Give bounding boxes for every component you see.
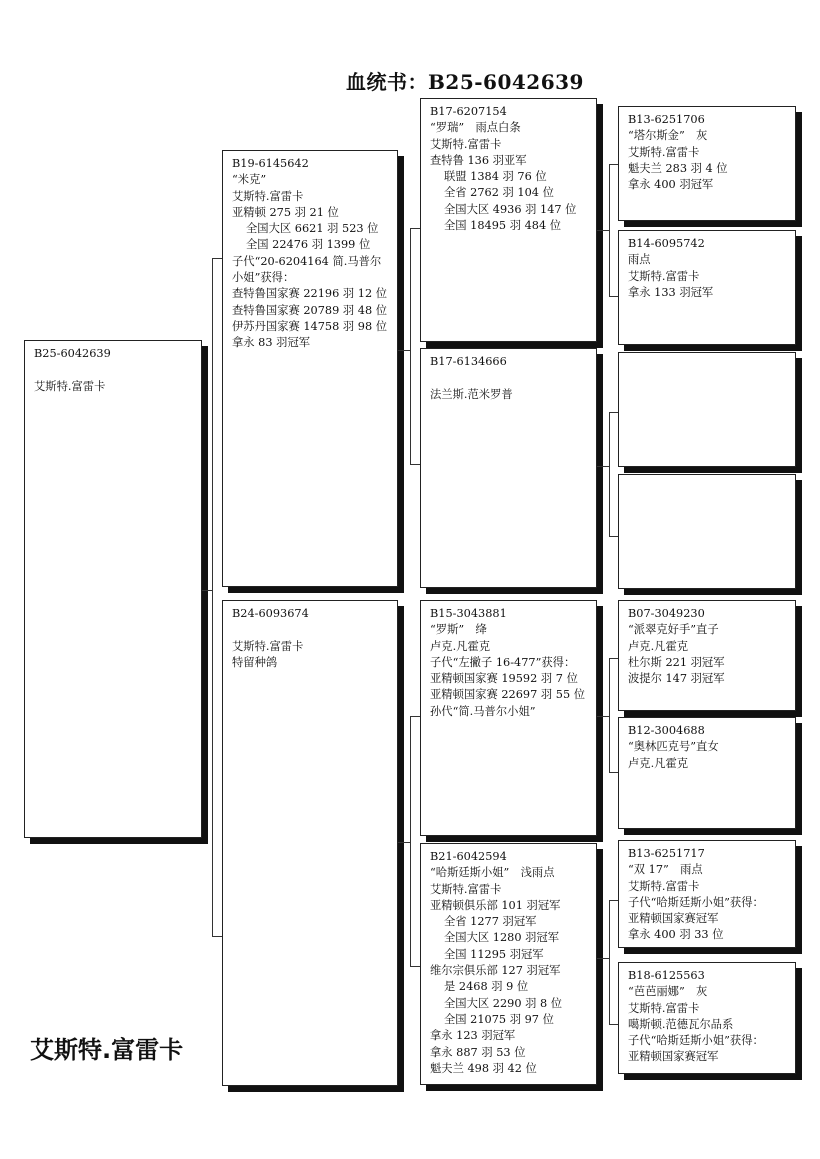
pedigree-line: B07-3049230 bbox=[628, 607, 705, 620]
connector bbox=[398, 842, 410, 843]
pedigree-line bbox=[430, 370, 589, 386]
connector bbox=[609, 296, 618, 297]
pedigree-box-dam-dam-sire bbox=[618, 840, 796, 948]
pedigree-line: B17-6207154 bbox=[430, 105, 507, 118]
pedigree-line: 拿永 83 羽冠军 bbox=[232, 336, 311, 350]
pedigree-line: B12-3004688 bbox=[628, 724, 705, 737]
pedigree-line: “双 17” 雨点 bbox=[628, 863, 703, 877]
connector bbox=[597, 230, 609, 231]
pedigree-line: 亚精顿俱乐部 101 羽冠军 bbox=[430, 898, 561, 912]
pedigree-box-sire bbox=[222, 150, 398, 587]
pedigree-line: B13-6251706 bbox=[628, 113, 705, 126]
pedigree-box-sire-dam bbox=[420, 348, 597, 588]
pedigree-box-sire-sire bbox=[420, 98, 597, 342]
pedigree-line: 卢克.凡霍克 bbox=[628, 639, 689, 653]
pedigree-line bbox=[34, 362, 194, 378]
connector bbox=[410, 716, 420, 717]
pedigree-line: 全国 21075 羽 97 位 bbox=[444, 1012, 554, 1026]
pedigree-line: B21-6042594 bbox=[430, 850, 507, 863]
pedigree-line: 艾斯特.富雷卡 bbox=[232, 189, 304, 203]
pedigree-box-dam-sire-dam bbox=[618, 717, 796, 829]
pedigree-line: “罗瑞” 雨点白条 bbox=[430, 121, 521, 135]
pedigree-line: 亚精顿国家赛冠军 bbox=[628, 1050, 719, 1064]
pedigree-line: 全省 2762 羽 104 位 bbox=[444, 186, 554, 200]
pedigree-line: 小姐”获得： bbox=[232, 271, 295, 285]
pedigree-line: 艾斯特.富雷卡 bbox=[430, 137, 502, 151]
pedigree-line: “派翠克好手”直子 bbox=[628, 623, 719, 637]
connector bbox=[410, 228, 420, 229]
connector bbox=[212, 936, 222, 937]
pedigree-line: 拿永 400 羽冠军 bbox=[628, 178, 714, 192]
pedigree-box-dam-dam-dam bbox=[618, 962, 796, 1074]
connector bbox=[609, 164, 610, 296]
pedigree-line bbox=[232, 622, 390, 638]
connector bbox=[609, 164, 618, 165]
pedigree-line: 艾斯特.富雷卡 bbox=[34, 379, 106, 393]
pedigree-box-dam-sire bbox=[420, 600, 597, 836]
pedigree-line: 亚精顿国家赛 22697 羽 55 位 bbox=[430, 688, 586, 702]
pedigree-line: 亚精顿 275 羽 21 位 bbox=[232, 205, 339, 219]
connector bbox=[609, 1024, 618, 1025]
connector bbox=[597, 466, 609, 467]
pedigree-line: 艾斯特.富雷卡 bbox=[628, 269, 700, 283]
pedigree-line: 特留种鸽 bbox=[232, 655, 278, 669]
pedigree-box-self bbox=[24, 340, 202, 838]
pedigree-line: 拿永 887 羽 53 位 bbox=[430, 1045, 526, 1059]
pedigree-line: “哈斯廷斯小姐” 浅雨点 bbox=[430, 866, 555, 880]
page-title: 血统书：B25-6042639 bbox=[346, 70, 584, 94]
pedigree-box-dam-sire-sire bbox=[618, 600, 796, 711]
pedigree-line: 子代“哈斯廷斯小姐”获得： bbox=[628, 1034, 764, 1048]
connector bbox=[609, 658, 610, 772]
pedigree-line: 杜尔斯 221 羽冠军 bbox=[628, 655, 725, 669]
pedigree-line: 全国 22476 羽 1399 位 bbox=[246, 238, 371, 252]
pedigree-line: B14-6095742 bbox=[628, 237, 705, 250]
connector bbox=[410, 716, 411, 966]
pedigree-line: B15-3043881 bbox=[430, 607, 507, 620]
connector bbox=[202, 590, 212, 591]
pedigree-line: 全国大区 6621 羽 523 位 bbox=[246, 222, 379, 236]
pedigree-line: 查特鲁国家赛 22196 羽 12 位 bbox=[232, 287, 388, 301]
pedigree-box-sire-sire-sire bbox=[618, 106, 796, 221]
connector bbox=[609, 900, 610, 1024]
connector bbox=[609, 900, 618, 901]
pedigree-line: 全国大区 1280 羽冠军 bbox=[444, 931, 560, 945]
pedigree-line: 全省 1277 羽冠军 bbox=[444, 915, 537, 929]
pedigree-line: B19-6145642 bbox=[232, 157, 309, 170]
pedigree-line: 拿永 400 羽 33 位 bbox=[628, 928, 724, 942]
pedigree-line: 子代“左撇子 16-477”获得： bbox=[430, 655, 576, 669]
pedigree-line: 卢克.凡霍克 bbox=[628, 756, 689, 770]
pedigree-line: 子代“哈斯廷斯小姐”获得： bbox=[628, 895, 764, 909]
pedigree-line: B17-6134666 bbox=[430, 355, 507, 368]
pedigree-line: B18-6125563 bbox=[628, 969, 705, 982]
pedigree-line: 拿永 123 羽冠军 bbox=[430, 1029, 516, 1043]
pedigree-line: 维尔宗俱乐部 127 羽冠军 bbox=[430, 964, 561, 978]
pedigree-line: 魁夫兰 283 羽 4 位 bbox=[628, 161, 728, 175]
connector bbox=[212, 258, 213, 936]
pedigree-line: 艾斯特.富雷卡 bbox=[232, 639, 304, 653]
connector bbox=[410, 228, 411, 464]
connector bbox=[609, 412, 618, 413]
pedigree-line: 是 2468 羽 9 位 bbox=[444, 980, 529, 994]
pedigree-line: 全国 18495 羽 484 位 bbox=[444, 219, 562, 233]
pedigree-box-dam bbox=[222, 600, 398, 1086]
pedigree-line: 艾斯特.富雷卡 bbox=[430, 882, 502, 896]
pedigree-box-sire-sire-dam bbox=[618, 230, 796, 345]
pedigree-line: 艾斯特.富雷卡 bbox=[628, 1001, 700, 1015]
pedigree-line: 噶斯顿.范德瓦尔品系 bbox=[628, 1017, 734, 1031]
pedigree-box-dam-dam bbox=[420, 843, 597, 1085]
connector bbox=[609, 772, 618, 773]
pedigree-box-sire-dam-sire bbox=[618, 352, 796, 467]
pedigree-line: “芭芭丽娜” 灰 bbox=[628, 985, 708, 999]
pedigree-line: 雨点 bbox=[628, 253, 651, 267]
pedigree-line: 伊苏丹国家赛 14758 羽 98 位 bbox=[232, 319, 388, 333]
pedigree-line: “米克” bbox=[232, 173, 267, 187]
pedigree-line: B13-6251717 bbox=[628, 847, 705, 860]
pedigree-line: 拿永 133 羽冠军 bbox=[628, 285, 714, 299]
connector bbox=[398, 350, 410, 351]
connector bbox=[609, 536, 618, 537]
pedigree-line: 孙代“简.马普尔小姐” bbox=[430, 704, 536, 718]
pedigree-box-sire-dam-dam bbox=[618, 474, 796, 589]
pedigree-line: “塔尔斯金” 灰 bbox=[628, 129, 708, 143]
pedigree-line: 魁夫兰 498 羽 42 位 bbox=[430, 1061, 537, 1075]
pedigree-line: 查特鲁国家赛 20789 羽 48 位 bbox=[232, 303, 388, 317]
pedigree-line: “罗斯” 绛 bbox=[430, 623, 487, 637]
pedigree-line: 艾斯特.富雷卡 bbox=[628, 145, 700, 159]
pigeon-name-footer: 艾斯特.富雷卡 bbox=[30, 1036, 184, 1064]
pedigree-line: 波提尔 147 羽冠军 bbox=[628, 672, 725, 686]
connector bbox=[597, 716, 609, 717]
connector bbox=[609, 658, 618, 659]
pedigree-line: 查特鲁 136 羽亚军 bbox=[430, 153, 527, 167]
connector bbox=[212, 258, 222, 259]
pedigree-line: 法兰斯.范米罗普 bbox=[430, 387, 513, 401]
pedigree-line: “奥林匹克号”直女 bbox=[628, 740, 719, 754]
pedigree-line: B24-6093674 bbox=[232, 607, 309, 620]
connector bbox=[597, 958, 609, 959]
pedigree-line: 子代“20-6204164 简.马普尔 bbox=[232, 254, 382, 268]
connector bbox=[410, 464, 420, 465]
pedigree-line: 艾斯特.富雷卡 bbox=[628, 879, 700, 893]
pedigree-line: 全国大区 4936 羽 147 位 bbox=[444, 202, 577, 216]
pedigree-line: 联盟 1384 羽 76 位 bbox=[444, 170, 547, 184]
pedigree-line: 卢克.凡霍克 bbox=[430, 639, 491, 653]
pedigree-line: B25-6042639 bbox=[34, 347, 111, 360]
pedigree-line: 全国大区 2290 羽 8 位 bbox=[444, 996, 563, 1010]
pedigree-line: 亚精顿国家赛 19592 羽 7 位 bbox=[430, 672, 578, 686]
connector bbox=[609, 412, 610, 536]
connector bbox=[410, 966, 420, 967]
pedigree-line: 全国 11295 羽冠军 bbox=[444, 947, 544, 961]
pedigree-line: 亚精顿国家赛冠军 bbox=[628, 912, 719, 926]
